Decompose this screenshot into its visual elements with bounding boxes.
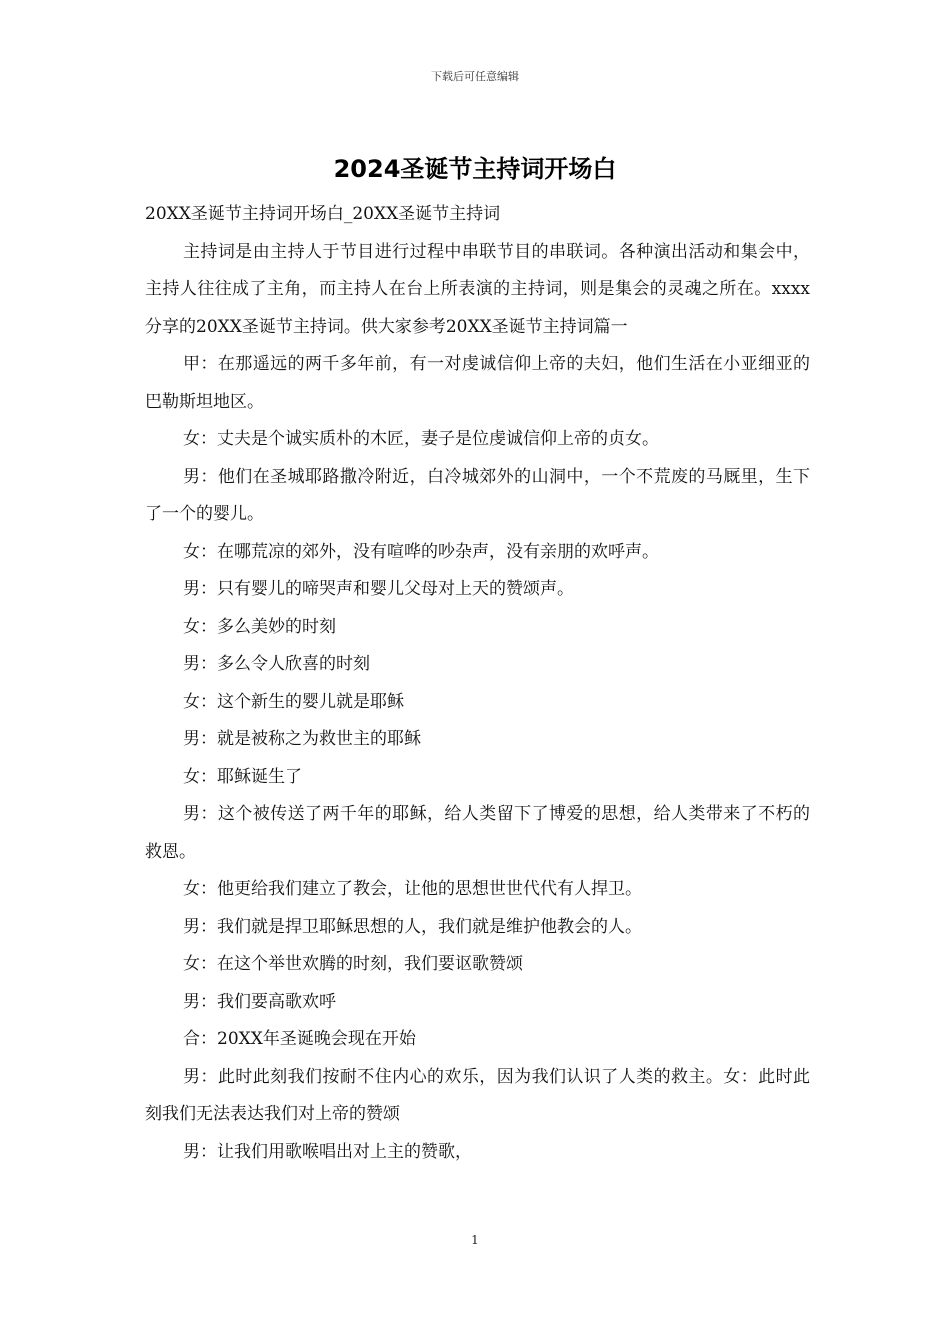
paragraph: 主持词是由主持人于节目进行过程中串联节目的串联词。各种演出活动和集会中，主持人往往成了主角，而主持人在台上所表演的主持词，则是集会的灵魂之所在。xxxx分享的20XX圣诞节主持词。供大家参考20XX圣诞节主持词篇一 <box>145 241 810 337</box>
document-body <box>145 196 810 1171</box>
paragraph: 合：20XX年圣诞晚会现在开始 <box>183 1029 416 1049</box>
paragraph: 女：耶稣诞生了 <box>183 766 302 787</box>
paragraph: 男：只有婴儿的啼哭声和婴儿父母对上天的赞颂声。 <box>183 579 574 599</box>
paragraph: 甲：在那遥远的两千多年前，有一对虔诚信仰上帝的夫妇，他们生活在小亚细亚的巴勒斯坦地区。 <box>145 354 810 412</box>
document-title: 2024圣诞节主持词开场白 <box>333 155 617 183</box>
paragraph: 女：在哪荒凉的郊外，没有喧哗的吵杂声，没有亲朋的欢呼声。 <box>183 541 659 562</box>
paragraph: 女：在这个举世欢腾的时刻，我们要讴歌赞颂 <box>183 954 523 974</box>
paragraph: 女：丈夫是个诚实质朴的木匠，妻子是位虔诚信仰上帝的贞女。 <box>183 429 659 449</box>
page-header: 下载后可任意编辑 <box>431 70 519 83</box>
paragraph: 女：这个新生的婴儿就是耶稣 <box>183 691 404 712</box>
page-number: 1 <box>471 1233 479 1247</box>
paragraph: 20XX圣诞节主持词开场白_20XX圣诞节主持词 <box>145 204 501 224</box>
paragraph: 男：我们就是捍卫耶稣思想的人，我们就是维护他教会的人。 <box>183 916 642 937</box>
paragraph: 男：这个被传送了两千年的耶稣，给人类留下了博爱的思想，给人类带来了不朽的救恩。 <box>145 804 810 862</box>
paragraph: 男：我们要高歌欢呼 <box>183 991 336 1012</box>
paragraph: 女：多么美妙的时刻 <box>183 616 336 637</box>
paragraph: 女：他更给我们建立了教会，让他的思想世世代代有人捍卫。 <box>183 879 642 899</box>
paragraph: 男：他们在圣城耶路撒冷附近，白冷城郊外的山洞中，一个不荒废的马厩里，生下了一个的婴儿。 <box>145 466 810 524</box>
paragraph: 男：多么令人欣喜的时刻 <box>183 654 370 674</box>
paragraph: 男：让我们用歌喉唱出对上主的赞歌， <box>183 1141 472 1162</box>
paragraph: 男：就是被称之为救世主的耶稣 <box>183 729 421 749</box>
paragraph: 男：此时此刻我们按耐不住内心的欢乐，因为我们认识了人类的救主。女：此时此刻我们无法表达我们对上帝的赞颂 <box>145 1066 810 1124</box>
